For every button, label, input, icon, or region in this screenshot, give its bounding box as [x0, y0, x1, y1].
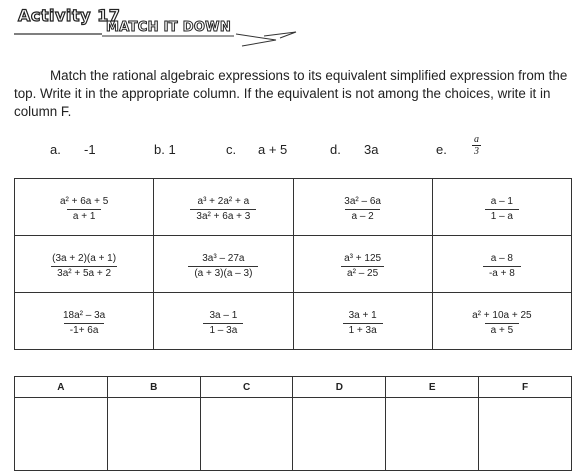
expression-numerator: a – 1 — [490, 196, 513, 207]
grid-row — [15, 293, 572, 350]
expression-fraction — [485, 196, 519, 223]
expression-denominator: 1 + 3a — [343, 323, 383, 337]
grid-cell — [154, 293, 293, 350]
choices-row — [0, 134, 580, 166]
choice-d-letter: d. — [330, 142, 341, 157]
expression-fraction — [338, 196, 387, 223]
expression-numerator: a² + 10a + 25 — [472, 310, 532, 321]
grid-cell — [15, 293, 154, 350]
expression-fraction — [54, 196, 114, 223]
grid-cell — [432, 179, 571, 236]
answer-cell-d[interactable] — [293, 398, 386, 471]
choice-b: b. 1 — [154, 142, 176, 157]
grid-row — [15, 179, 572, 236]
expression-denominator: 3a² + 5a + 2 — [51, 266, 117, 280]
expression-numerator: a³ + 125 — [344, 253, 382, 264]
column-header-f: F — [479, 377, 572, 398]
grid-row — [15, 236, 572, 293]
column-header-a: A — [15, 377, 108, 398]
expression-numerator: (3a + 2)(a + 1) — [52, 253, 117, 264]
grid-cell — [154, 179, 293, 236]
expression-denominator: -1+ 6a — [64, 323, 105, 337]
grid-cell — [432, 293, 571, 350]
choice-e-denominator: 3 — [474, 146, 479, 157]
expression-numerator: a³ + 2a² + a — [197, 196, 250, 207]
answer-cell-e[interactable] — [386, 398, 479, 471]
choice-e-numerator: a — [474, 134, 479, 145]
answer-header-row — [15, 377, 572, 398]
expression-numerator: 3a – 1 — [209, 310, 238, 321]
answer-cell-b[interactable] — [107, 398, 200, 471]
expression-fraction — [188, 253, 258, 280]
expression-numerator: 3a + 1 — [348, 310, 377, 321]
grid-cell — [293, 236, 432, 293]
expression-denominator: a + 1 — [67, 209, 102, 223]
expression-denominator: (a + 3)(a – 3) — [188, 266, 258, 280]
expression-numerator: a² + 6a + 5 — [59, 196, 109, 207]
grid-cell — [154, 236, 293, 293]
expression-fraction — [203, 310, 243, 337]
expression-fraction — [466, 310, 538, 337]
grid-cell — [432, 236, 571, 293]
instructions-text: Match the rational algebraic expressions to its equivalent simplified expression from the top. Write it in the appropriate column. If the equivalent is not among the choices, write it in column F. — [14, 68, 568, 119]
grid-cell — [15, 179, 154, 236]
expression-fraction — [190, 196, 256, 223]
column-header-b: B — [107, 377, 200, 398]
grid-cell — [293, 293, 432, 350]
expressions-grid — [14, 178, 572, 350]
activity-label: Activity 17 — [18, 6, 121, 25]
grid-cell — [15, 236, 154, 293]
column-header-e: E — [386, 377, 479, 398]
answer-row — [15, 398, 572, 471]
choice-e-fraction — [472, 134, 481, 157]
choice-c-value: a + 5 — [258, 142, 288, 157]
expression-fraction — [57, 310, 111, 337]
choice-a-letter: a. — [50, 142, 61, 157]
expression-denominator: a + 5 — [485, 323, 520, 337]
expression-numerator: 3a² – 6a — [344, 196, 381, 207]
expression-numerator: 3a³ – 27a — [202, 253, 245, 264]
expression-fraction — [483, 253, 521, 280]
expression-fraction — [343, 310, 383, 337]
expression-denominator: 3a² + 6a + 3 — [190, 209, 256, 223]
expression-denominator: 1 – 3a — [203, 323, 243, 337]
expression-numerator: a – 8 — [490, 253, 513, 264]
answer-cell-f[interactable] — [479, 398, 572, 471]
expression-fraction — [46, 253, 122, 280]
choice-c-letter: c. — [226, 142, 237, 157]
choice-a-value: -1 — [84, 142, 96, 157]
choice-d-value: 3a — [364, 142, 379, 157]
column-header-d: D — [293, 377, 386, 398]
expression-denominator: -a + 8 — [483, 266, 521, 280]
activity-header — [14, 2, 314, 48]
grid-cell — [293, 179, 432, 236]
answer-cell-a[interactable] — [15, 398, 108, 471]
answer-cell-c[interactable] — [200, 398, 293, 471]
column-header-c: C — [200, 377, 293, 398]
activity-title: MATCH IT DOWN — [106, 20, 231, 35]
expression-denominator: a – 2 — [345, 209, 379, 223]
expression-numerator: 18a² – 3a — [62, 310, 106, 321]
expression-denominator: 1 – a — [485, 209, 519, 223]
expression-denominator: a² – 25 — [341, 266, 384, 280]
choice-e-letter: e. — [436, 142, 447, 157]
answer-table — [14, 376, 572, 471]
expression-fraction — [338, 253, 387, 280]
